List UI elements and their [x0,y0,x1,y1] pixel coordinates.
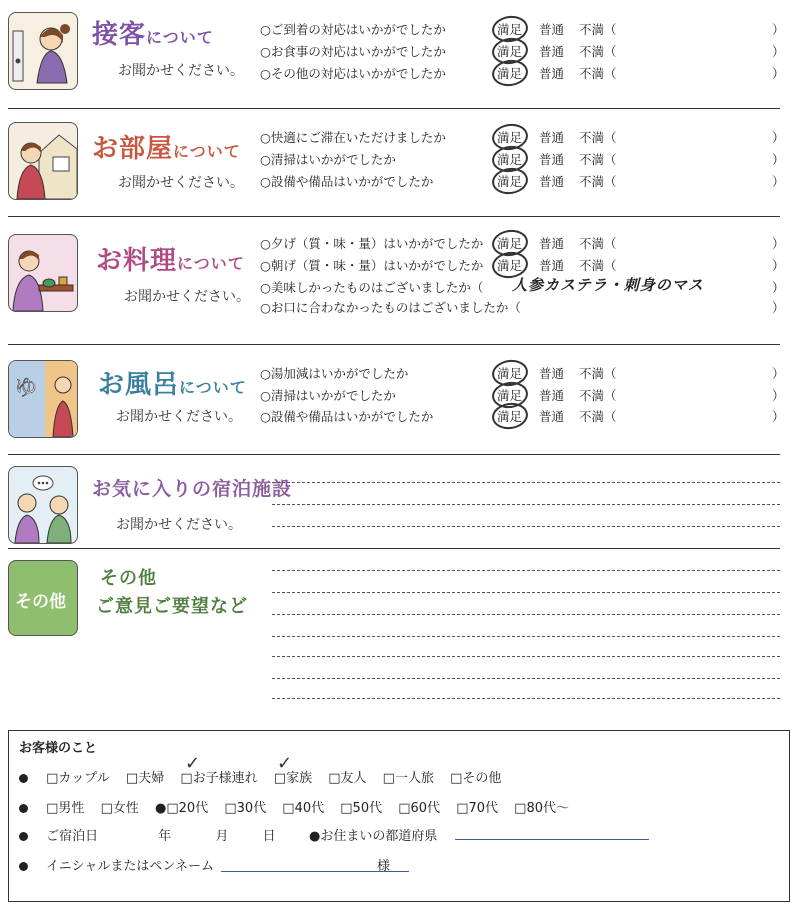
option-20s[interactable]: ●□20代 [155,801,209,816]
answer-line[interactable] [272,592,780,593]
option-satisfied[interactable]: 満足 [497,22,523,37]
option-unsatisfied[interactable]: 不満（ [579,152,617,167]
option-normal[interactable]: 普通 [539,152,565,167]
question-text: ○夕げ（質・味・量）はいかがでしたか [260,236,484,251]
checkmark-icon: ✓ [277,753,293,774]
option-satisfied[interactable]: 満足 [497,174,523,189]
answer-line[interactable] [272,678,780,679]
bullet-icon [19,804,28,813]
option-satisfied[interactable]: 満足 [497,152,523,167]
option-unsatisfied[interactable]: 不満（ [579,388,617,403]
handwritten-circle-mark [490,58,529,89]
question-text: ○朝げ（質・味・量）はいかがでしたか [260,258,484,273]
paren-close: ） [772,409,785,424]
room-title: お部屋について [92,134,241,164]
sama-label: 様 [377,859,391,874]
question-text: ○その他の対応はいかがでしたか [260,66,446,81]
day-label[interactable]: 日 [262,829,276,844]
option-normal[interactable]: 普通 [539,409,565,424]
paren-close: ） [772,130,785,145]
option-unsatisfied[interactable]: 不満（ [579,174,617,189]
option-30s[interactable]: □30代 [224,801,267,816]
bullet-icon [19,862,28,871]
option-normal[interactable]: 普通 [539,366,565,381]
option-normal[interactable]: 普通 [539,44,565,59]
stay-date-row [19,825,276,844]
divider [8,108,780,109]
answer-line[interactable] [272,570,780,571]
option-male[interactable]: □男性 [46,801,85,816]
bath-subtitle: お聞かせください。 [116,409,242,425]
option-50s[interactable]: □50代 [340,801,383,816]
paren-close: ） [772,258,785,273]
favorite-title: お気に入りの宿泊施設 [92,478,293,500]
option-solo[interactable]: □一人旅 [382,771,434,786]
bath-illustration-icon [8,360,78,438]
other-icon: その他 [8,560,78,636]
service-title: 接客について [92,20,214,50]
option-normal[interactable]: 普通 [539,66,565,81]
option-unsatisfied[interactable]: 不満（ [579,258,617,273]
option-normal[interactable]: 普通 [539,258,565,273]
bullet-icon [19,832,28,841]
option-female[interactable]: □女性 [100,801,139,816]
option-friends[interactable]: □友人 [328,771,367,786]
option-40s[interactable]: □40代 [282,801,325,816]
prefecture-label: ●お住まいの都道府県 [309,829,438,844]
question-text: ○美味しかったものはございましたか（ [260,280,484,295]
stay-date-label: ご宿泊日 [46,829,99,844]
food-title: お料理について [96,246,245,276]
answer-line[interactable] [272,526,780,527]
paren-close: ） [772,152,785,167]
room-subtitle: お聞かせください。 [118,175,244,191]
answer-line[interactable] [272,656,780,657]
option-with-children[interactable]: □お子様連れ [180,771,258,786]
paren-close: ） [772,44,785,59]
option-married[interactable]: □夫婦 [125,771,165,786]
divider [8,344,780,345]
option-normal[interactable]: 普通 [539,236,565,251]
question-text: ○ご到着の対応はいかがでしたか [260,22,446,37]
household-row [19,767,501,786]
question-text: ○設備や備品はいかがでしたか [260,409,434,424]
service-subtitle: お聞かせください。 [118,63,244,79]
handwritten-favorite-food: 人参カステラ・刺身のマス [512,276,704,294]
handwritten-circle-mark [490,401,529,432]
name-input-line[interactable] [221,871,409,872]
answer-line[interactable] [272,482,780,483]
option-unsatisfied[interactable]: 不満（ [579,366,617,381]
option-satisfied[interactable]: 満足 [497,409,523,424]
gender-age-row [19,797,569,816]
option-normal[interactable]: 普通 [539,22,565,37]
service-illustration-icon [8,12,78,90]
customer-info-box [8,730,790,902]
bullet-icon [19,774,28,783]
paren-close: ） [772,388,785,403]
paren-close: ） [772,236,785,251]
paren-close: ） [772,174,785,189]
other-title-line2: ご意見ご要望など [96,596,248,617]
prefecture-input-line[interactable] [455,839,649,840]
name-label: イニシャルまたはペンネーム [46,859,214,874]
question-text: ○清掃はいかがでしたか [260,388,396,403]
handwritten-circle-mark [490,166,529,197]
paren-close: ） [772,22,785,37]
paren-close: ） [772,366,785,381]
option-couple[interactable]: □カップル [46,771,110,786]
option-normal[interactable]: 普通 [539,174,565,189]
option-unsatisfied[interactable]: 不満（ [579,409,617,424]
option-70s[interactable]: □70代 [456,801,499,816]
option-satisfied[interactable]: 満足 [497,236,523,251]
option-80s[interactable]: □80代〜 [514,801,569,816]
question-text: ○設備や備品はいかがでしたか [260,174,434,189]
divider [8,454,780,455]
option-satisfied[interactable]: 満足 [497,366,523,381]
room-illustration-icon [8,122,78,200]
answer-line[interactable] [272,504,780,505]
year-label[interactable]: 年 [158,829,172,844]
option-other[interactable]: □その他 [450,771,502,786]
option-unsatisfied[interactable]: 不満（ [579,236,617,251]
other-title-line1: その他 [100,568,157,589]
question-text: ○お口に合わなかったものはございましたか（ [260,300,521,315]
question-text: ○清掃はいかがでしたか [260,152,396,167]
option-satisfied[interactable]: 満足 [497,388,523,403]
name-row [19,855,214,874]
customer-heading: お客様のこと [19,741,98,756]
paren-close: ） [772,66,785,81]
checkmark-icon: ✓ [185,753,201,774]
option-normal[interactable]: 普通 [539,130,565,145]
option-60s[interactable]: □60代 [398,801,441,816]
option-family[interactable]: □家族 [273,771,313,786]
question-text: ○お食事の対応はいかがでしたか [260,44,446,59]
question-text: ○快適にご滞在いただけましたか [260,130,446,145]
option-satisfied[interactable]: 満足 [497,258,523,273]
option-unsatisfied[interactable]: 不満（ [579,44,617,59]
paren-close: ） [772,300,785,315]
answer-line[interactable] [272,698,780,699]
option-satisfied[interactable]: 満足 [497,130,523,145]
option-satisfied[interactable]: 満足 [497,66,523,81]
svg-text:ゆ: ゆ [15,376,38,401]
answer-line[interactable] [272,636,780,637]
option-unsatisfied[interactable]: 不満（ [579,66,617,81]
option-normal[interactable]: 普通 [539,388,565,403]
option-unsatisfied[interactable]: 不満（ [579,130,617,145]
answer-line[interactable] [272,614,780,615]
favorite-illustration-icon [8,466,78,544]
divider [8,548,780,549]
food-subtitle: お聞かせください。 [124,289,250,305]
option-satisfied[interactable]: 満足 [497,44,523,59]
paren-close: ） [772,280,785,295]
month-label[interactable]: 月 [215,829,229,844]
favorite-subtitle: お聞かせください。 [116,517,242,533]
divider [8,216,780,217]
bath-title: お風呂について [98,370,247,400]
question-text: ○湯加減はいかがでしたか [260,366,409,381]
option-unsatisfied[interactable]: 不満（ [579,22,617,37]
food-illustration-icon [8,234,78,312]
